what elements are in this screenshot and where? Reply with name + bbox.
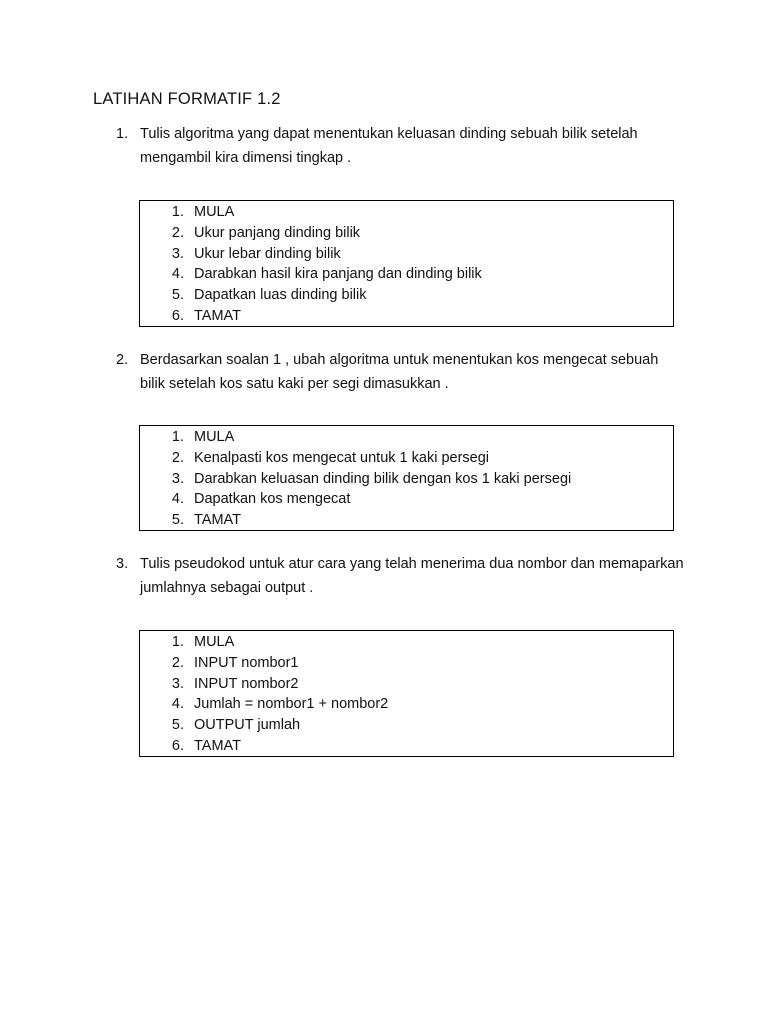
step-text: Darabkan hasil kira panjang dan dinding bilik — [194, 266, 482, 283]
question-3 — [116, 552, 686, 600]
step-number: 5. — [171, 287, 184, 304]
step-text: TAMAT — [194, 307, 241, 324]
step-text: INPUT nombor2 — [194, 675, 299, 692]
question-number: 2. — [116, 352, 129, 368]
step-number: 2. — [171, 224, 184, 241]
question-2 — [116, 348, 686, 396]
step-item — [140, 736, 673, 757]
step-number: 5. — [171, 512, 184, 529]
step-text: OUTPUT jumlah — [194, 717, 301, 734]
step-text: Dapatkan luas dinding bilik — [194, 287, 367, 304]
question-number: 1. — [116, 126, 129, 142]
step-text: Jumlah = nombor1 + nombor2 — [194, 696, 389, 713]
question-1 — [116, 122, 686, 170]
step-text: Dapatkan kos mengecat — [194, 491, 351, 508]
step-item — [140, 306, 673, 327]
question-number: 3. — [116, 556, 129, 572]
step-item — [140, 489, 673, 510]
step-number: 6. — [171, 737, 184, 754]
step-item — [140, 653, 673, 674]
step-text: Ukur lebar dinding bilik — [194, 245, 341, 262]
answer-box-1 — [139, 200, 674, 327]
step-number: 3. — [171, 470, 184, 487]
step-number: 1. — [171, 429, 184, 445]
step-number: 3. — [171, 675, 184, 692]
answer-box-2 — [139, 425, 674, 531]
step-number: 2. — [171, 654, 184, 671]
question-text: Tulis algoritma yang dapat menentukan keluasan dinding sebuah bilik setelah mengambil kira dimensi tingkap . — [140, 126, 638, 166]
step-item — [140, 674, 673, 695]
page-title: LATIHAN FORMATIF 1.2 — [93, 90, 281, 108]
step-number: 3. — [171, 245, 184, 262]
step-text: MULA — [194, 429, 235, 445]
question-text: Berdasarkan soalan 1 , ubah algoritma untuk menentukan kos mengecat sebuah bilik setelah kos satu kaki per segi dimasukkan . — [140, 352, 659, 392]
step-text: TAMAT — [194, 512, 241, 529]
step-number: 4. — [171, 491, 184, 508]
step-number: 5. — [171, 717, 184, 734]
step-number: 4. — [171, 696, 184, 713]
step-text: INPUT nombor1 — [194, 654, 299, 671]
step-item — [140, 427, 673, 448]
step-number: 4. — [171, 266, 184, 283]
step-item — [140, 223, 673, 244]
step-item — [140, 510, 673, 531]
step-item — [140, 469, 673, 490]
step-text: Kenalpasti kos mengecat untuk 1 kaki persegi — [194, 449, 490, 466]
step-number: 1. — [171, 634, 184, 650]
step-text: Darabkan keluasan dinding bilik dengan kos 1 kaki persegi — [194, 470, 572, 487]
step-item — [140, 202, 673, 223]
step-item — [140, 264, 673, 285]
step-text: MULA — [194, 634, 235, 650]
step-number: 6. — [171, 307, 184, 324]
step-number: 2. — [171, 449, 184, 466]
step-item — [140, 244, 673, 265]
step-text: MULA — [194, 204, 235, 220]
step-item — [140, 715, 673, 736]
question-text: Tulis pseudokod untuk atur cara yang telah menerima dua nombor dan memaparkan jumlahnya sebagai output . — [140, 556, 684, 596]
step-item — [140, 285, 673, 306]
answer-box-3 — [139, 630, 674, 757]
step-number: 1. — [171, 204, 184, 220]
step-item — [140, 632, 673, 653]
step-item — [140, 694, 673, 715]
step-text: TAMAT — [194, 737, 241, 754]
step-text: Ukur panjang dinding bilik — [194, 224, 361, 241]
step-item — [140, 448, 673, 469]
